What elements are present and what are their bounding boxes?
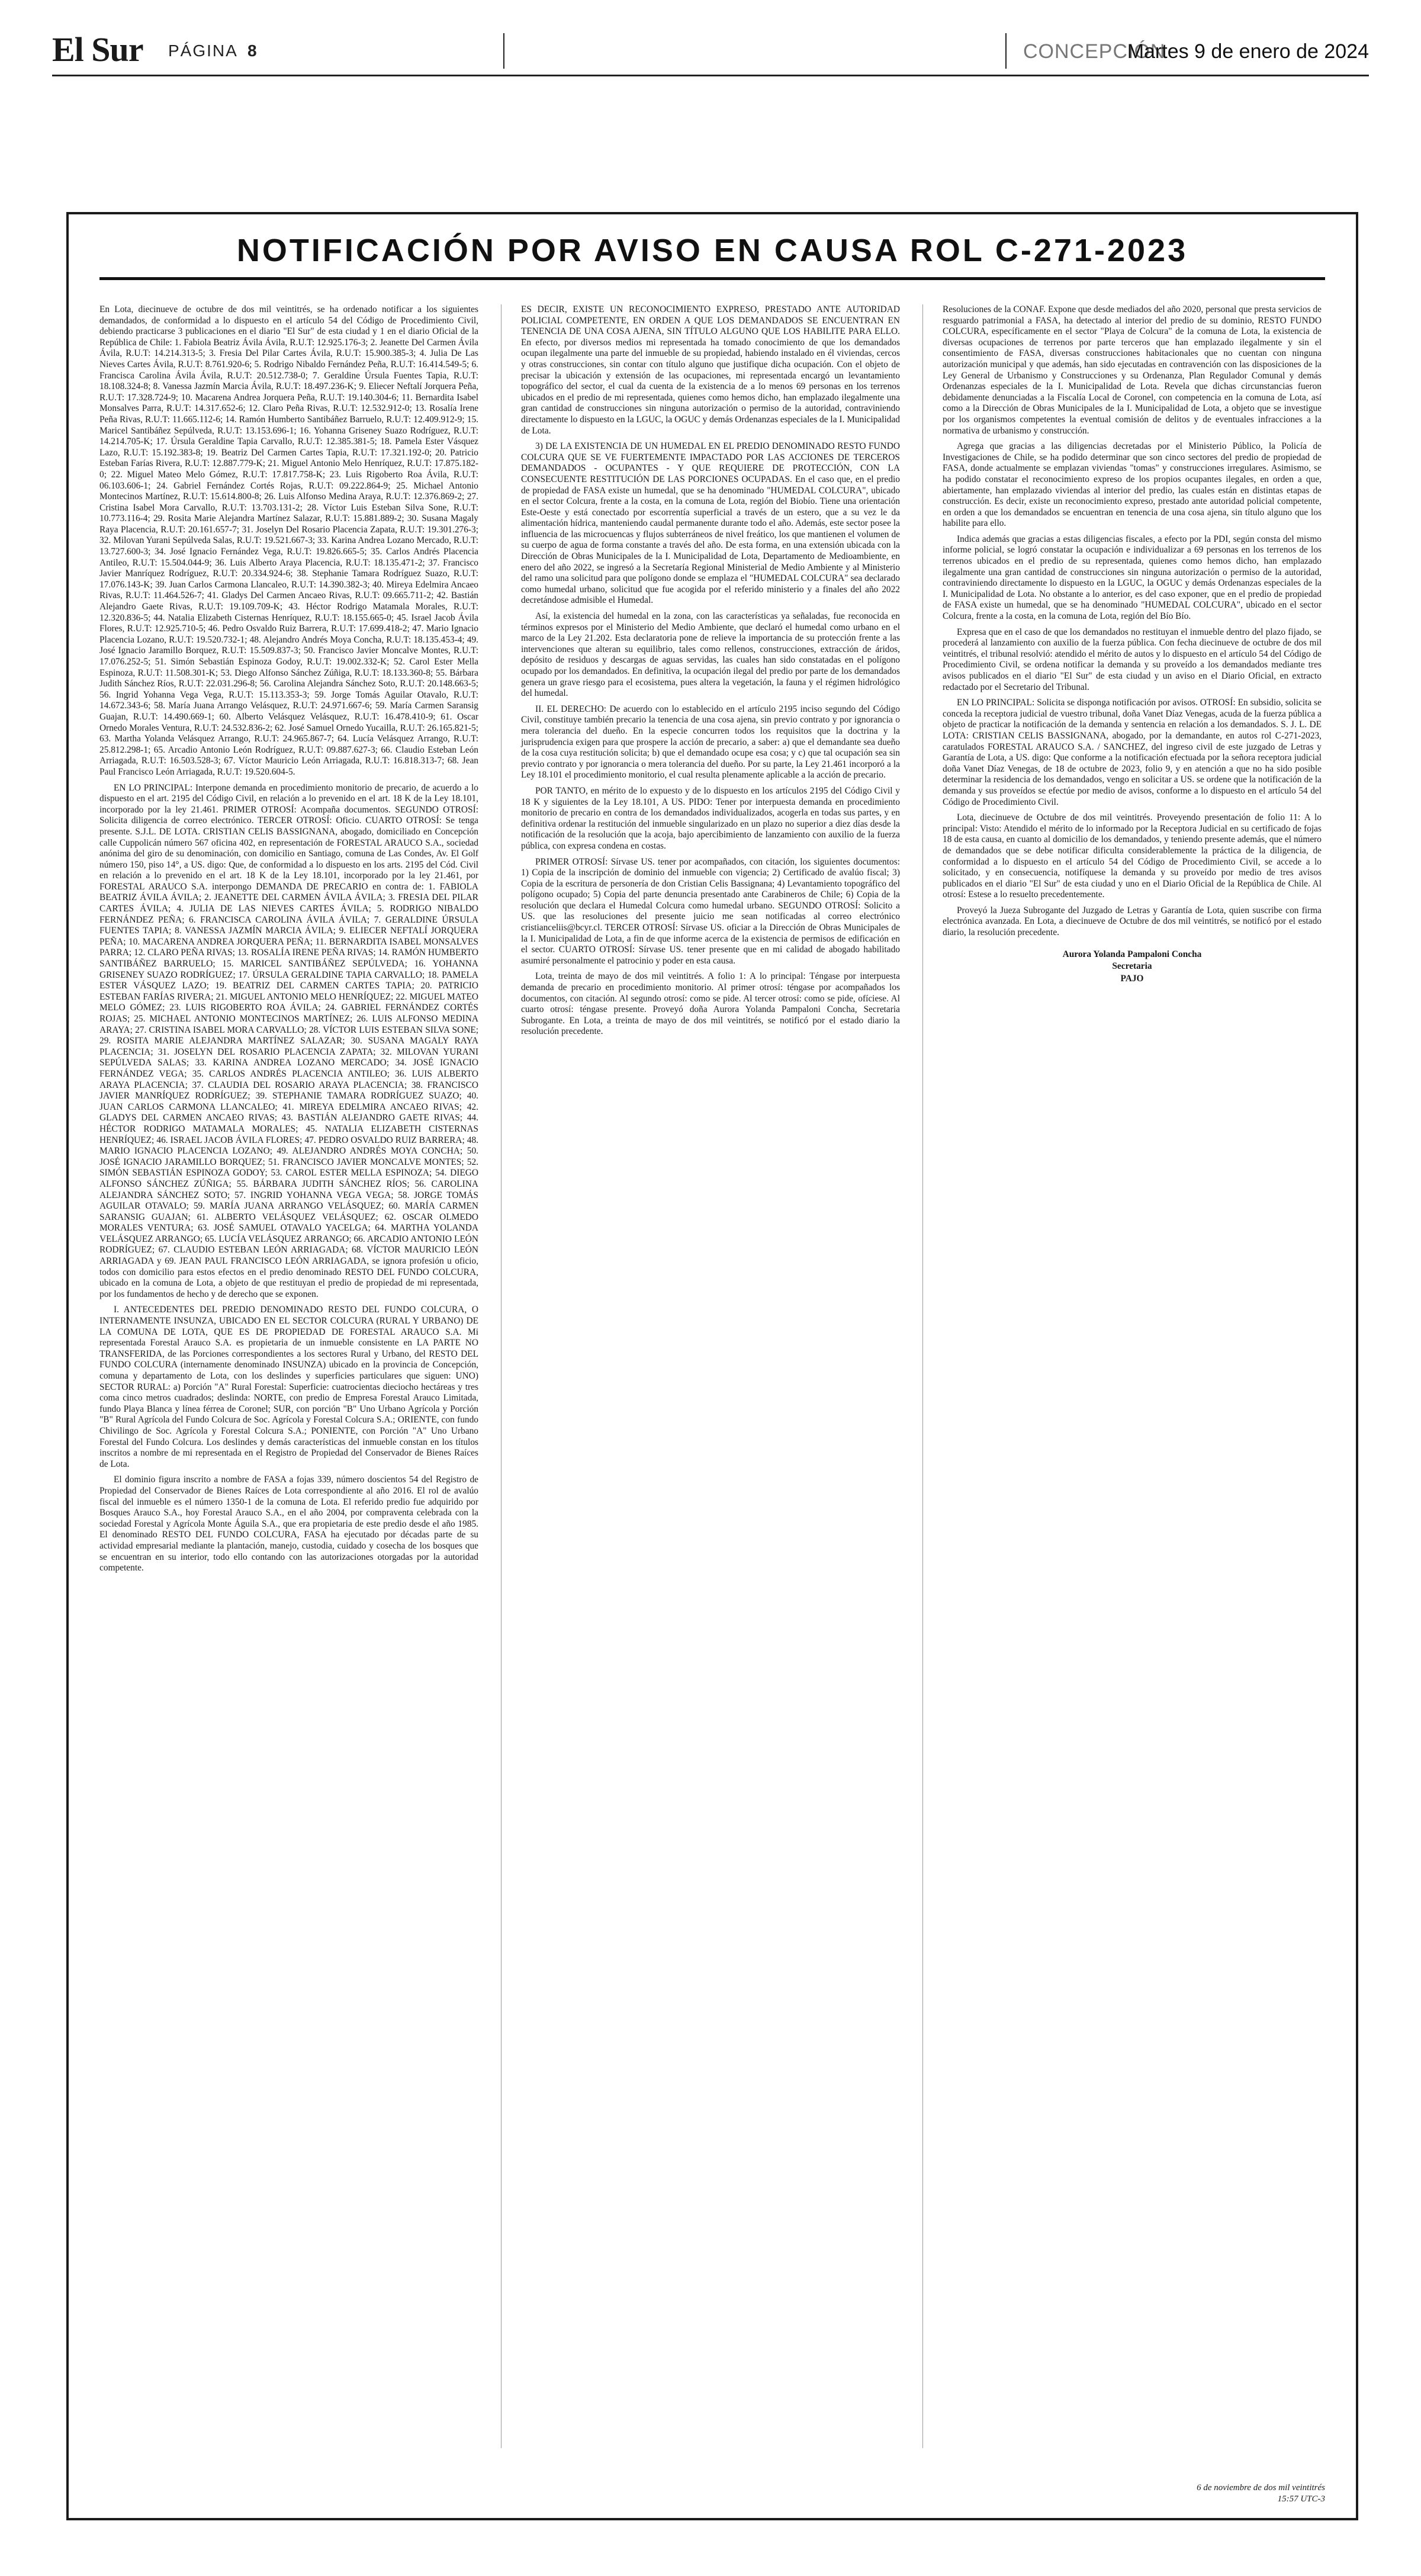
column-divider [922, 304, 923, 2448]
signatory-name: Aurora Yolanda Pampaloni Concha [1062, 949, 1202, 959]
notice-footnote [1197, 2482, 1325, 2505]
section-name: CONCEPCIÓN [1023, 40, 1166, 63]
notice-paragraph: 3) DE LA EXISTENCIA DE UN HUMEDAL EN EL PREDIO DENOMINADO RESTO FUNDO COLCURA QUE SE VE FUERTEMENTE IMPACTADO POR LAS ACCIONES DE TERCEROS DEMANDADOS - OCUPANTES - Y QUE REQUIERE DE PROTECCIÓN, CON LA CONSECUENTE RESTITUCIÓN DE LAS PORCIONES OCUPADAS. En el caso que, en el predio de propiedad de FASA existe un humedal, que se ha denominado "HUMEDAL COLCURA", ubicado en el sector Colcura, frente a la costa, en la comuna de Lota, región del Biobío. Tiene una orientación Este-Oeste y está conectado por escorrentía superficial a través de un estero, que a su vez le da alimentación hídrica, manteniendo caudal permanente durante todo el año. Además, este sector posee la influencia de las microcuencas y flujos subterráneos de nivel freático, los que mantienen el volumen de su cuerpo de agua de forma constante a través del año. De esta forma, en una extensión ubicada con la Dirección de Obras Municipales de la I. Municipalidad de Lota, Departamento de Medioambiente, en enero del año 2022, se ingresó a la Secretaría Regional Ministerial de Medio Ambiente y al Ministerio del ramo una solicitud para que polígono donde se emplaza el "HUMEDAL COLCURA" sea declarado como humedal urbano, solicitud que fue acogida por el referido ministerio y a finales del año 2022 decretándose admisible el Humedal. [521, 441, 900, 606]
notice-paragraph: POR TANTO, en mérito de lo expuesto y de lo dispuesto en los artículos 2195 del Código Civil y 18 K y siguientes de la Ley 18.101, A US. PIDO: Tener por interpuesta demanda en procedimiento monitorio de precario en contra de los demandados individualizados, acogerla en todas sus partes, y en definitiva ordenar la restitución del inmueble singularizado en un plazo no superior a diez días desde la notificación de la resolución que la acoja, bajo apercibimiento de lanzamiento con auxilio de la fuerza pública, con expresa condena en costas. [521, 785, 900, 851]
notice-paragraph: EN LO PRINCIPAL: Solicita se disponga notificación por avisos. OTROSÍ: En subsidio, solicita se conceda la receptora judicial de vuestro tribunal, doña Vanet Díaz Venegas, acuda de la fuerza pública a objeto de practicar la notificación de la demanda y sentencia en relación a los demandados. S. J. L. DE LOTA: CRISTIAN CELIS BASSIGNANA, abogado, por la demandante, en autos rol C-271-2023, caratulados FORESTAL ARAUCO S.A. / SANCHEZ, del ingreso civil de este juzgado de Letras y Garantía de Lota, a US. digo: Que conforme a la notificación efectuada por la señora receptora judicial doña Vanet Díaz Venegas, de 18 de octubre de 2023, folio 9, y en atención a que no ha sido posible determinar la residencia de los demandados, vengo en solicitar a US. se ordene que la notificación de la demanda y sus proveídos se efectúe por medio de avisos, conforme a lo dispuesto en el artículo 54 del Código de Procedimiento Civil. [943, 698, 1322, 807]
notice-paragraph: I. ANTECEDENTES DEL PREDIO DENOMINADO RESTO DEL FUNDO COLCURA, O INTERNAMENTE INSUNZA, UBICADO EN EL SECTOR COLCURA (RURAL Y URBANO) DE LA COMUNA DE LOTA, QUE ES DE PROPIEDAD DE FORESTAL ARAUCO S.A. Mi representada Forestal Arauco S.A. es propietaria de un inmueble consistente en LA PARTE NO TRANSFERIDA, de las Porciones correspondientes a los sectores Rural y Urbano, del RESTO DEL FUNDO COLCURA (internamente denominado INSUNZA) ubicado en la provincia de Concepción, comuna y departamento de Lota, con los deslindes y superficies particulares que siguen: UNO) SECTOR RURAL: a) Porción "A" Rural Forestal: Superficie: cuatrocientas dieciocho hectáreas y tres coma cinco metros cuadrados; deslinda: NORTE, con predio de Empresa Forestal Arauco Limitada, fundo Playa Blanca y línea férrea de Coronel; SUR, con porción "B" Uno Urbano Agrícola y Porción "B" Rural Agrícola del Fundo Colcura de Soc. Agrícola y Forestal Colcura S.A.; ORIENTE, con fundo Chivilingo de Soc. Agrícola y Forestal Colcura S.A.; PONIENTE, con Porción "A" Uno Urbano Forestal del Fundo Colcura. Los deslindes y demás características del inmueble constan en los títulos inscritos a nombre de mi representada en el Registro de Propiedad del Conservador de Bienes Raíces de Lota. [99, 1305, 478, 1469]
notice-paragraph: ES DECIR, EXISTE UN RECONOCIMIENTO EXPRESO, PRESTADO ANTE AUTORIDAD POLICIAL COMPETENTE, EN ORDEN A QUE LOS DEMANDADOS SE ENCUENTRAN EN TENENCIA DE UNA COSA AJENA, SIN TÍTULO ALGUNO QUE LOS HABILITE PARA ELLO. En efecto, por diversos medios mi representada ha tomado conocimiento de que los demandados ocupan ilegalmente una parte del inmueble de su propiedad, habiendo instalado en él viviendas, cercos y otras construcciones, sin contar con título alguno que justifique dicha ocupación. Con el objeto de precisar la ubicación y extensión de las ocupaciones, mi representada encargó un levantamiento topográfico del sector, el cual da cuenta de la existencia de a lo menos 69 personas en los terrenos ubicados en el predio de mi representada, quienes como hemos dicho, han emplazado ilegalmente una gran cantidad de construcciones sin ninguna autorización o permiso de la autoridad, contraviniendo directamente lo dispuesto en la LGUC, la OGUC y demás Ordenanzas especiales de la I. Municipalidad de Lota. [521, 304, 900, 436]
notice-paragraph: Agrega que gracias a las diligencias decretadas por el Ministerio Público, la Policía de Investigaciones de Chile, se ha podido determinar que son cinco sectores del predio de propiedad de FASA, donde actualmente se emplazan viviendas "tomas" y construcciones irregulares. Asimismo, se ha podido constatar el reconocimiento expreso de los propios ocupantes ilegales, en orden a que, abiertamente, han emplazado viviendas al interior del predio, las cuales están en distintas etapas de construcción. Es decir, existe un reconocimiento expreso, prestado ante autoridad policial competente, en orden a que los demandados se encuentran en tenencia de una cosa ajena, sin título alguno que los habilite para ello. [943, 441, 1322, 529]
signatory-role: Secretaria [1112, 961, 1152, 972]
notice-paragraph: Proveyó la Jueza Subrogante del Juzgado de Letras y Garantía de Lota, quien suscribe con firma electrónica avanzada. En Lota, a diecinueve de Octubre de dos mil veintitrés, se notificó por el estado diario, la resolución precedente. [943, 905, 1322, 938]
issue-date: Martes 9 de enero de 2024 [1127, 40, 1369, 63]
page-label [168, 41, 258, 60]
footnote-date: 6 de noviembre de dos mil veintitrés [1197, 2483, 1325, 2493]
notice-paragraph: En Lota, diecinueve de octubre de dos mil veintitrés, se ha ordenado notificar a los siguientes demandados, de conformidad a lo dispuesto en el artículo 54 del Código de Procedimiento Civil, debiendo practicarse 3 publicaciones en el diario "El Sur" de esta ciudad y 1 en el diario Oficial de la República de Chile: 1. Fabiola Beatriz Ávila Ávila, R.U.T: 12.925.176-3; 2. Jeanette Del Carmen Ávila Ávila, R.U.T: 14.214.313-5; 3. Fresia Del Pilar Cartes Ávila, R.U.T: 15.900.385-3; 4. Julia De Las Nieves Cartes Ávila, R.U.T: 8.761.920-6; 5. Rodrigo Nibaldo Fernández Peña, R.U.T: 16.414.549-5; 6. Francisca Carolina Ávila Ávila, R.U.T: 20.512.738-0; 7. Geraldine Úrsula Fuentes Tapia, R.U.T: 18.108.324-8; 8. Vanessa Jazmín Marcia Ávila, R.U.T: 18.497.236-K; 9. Eliecer Neftalí Jorquera Peña, R.U.T: 17.328.724-9; 10. Macarena Andrea Jorquera Peña, R.U.T: 19.140.304-6; 11. Bernardita Isabel Monsalves Parra, R.U.T: 14.317.652-6; 12. Claro Peña Rivas, R.U.T: 12.532.912-0; 13. Rosalía Irene Peña Rivas, R.U.T: 11.665.112-6; 14. Ramón Humberto Santibáñez Barruelo, R.U.T: 12.409.912-9; 15. Maricel Santibáñez Sepúlveda, R.U.T: 13.153.696-1; 16. Yohanna Griseney Suazo Rodríguez, R.U.T: 14.214.705-K; 17. Úrsula Geraldine Tapia Carvallo, R.U.T: 12.385.381-5; 18. Pamela Ester Vásquez Lazo, R.U.T: 15.192.383-8; 19. Beatriz Del Carmen Cartes Tapia, R.U.T: 17.321.192-0; 20. Patricio Esteban Farías Rivera, R.U.T: 12.887.779-K; 21. Miguel Antonio Melo Henríquez, R.U.T: 17.875.182-0; 22. Miguel Mateo Melo Gómez, R.U.T: 17.817.758-K; 23. Luis Rigoberto Roa Ávila, R.U.T: 06.103.606-1; 24. Gabriel Fernández Cortés Rojas, R.U.T: 09.222.864-9; 25. Michael Antonio Montecinos Martínez, R.U.T: 15.614.800-8; 26. Luis Alfonso Medina Araya, R.U.T: 12.376.869-2; 27. Cristina Isabel Mora Carvallo, R.U.T: 13.703.131-2; 28. Víctor Luis Esteban Silva Sone, R.U.T: 10.773.116-4; 29. Rosita Marie Alejandra Martínez Salazar, R.U.T: 15.881.889-2; 30. Susana Magaly Raya Placencia, R.U.T: 20.161.657-7; 31. Joselyn Del Rosario Placencia Zapata, R.U.T: 19.301.276-3; 32. Milovan Yurani Sepúlveda Salas, R.U.T: 19.521.667-3; 33. Karina Andrea Lozano Mercado, R.U.T: 13.727.600-3; 34. José Ignacio Fernández Vega, R.U.T: 19.826.665-5; 35. Carlos Andrés Placencia Antileo, R.U.T: 15.504.044-9; 36. Luis Alberto Araya Placencia, R.U.T: 18.135.471-2; 37. Francisco Javier Manríquez Rodríguez, R.U.T: 20.334.924-6; 38. Stephanie Tamara Rodríguez Suazo, R.U.T: 17.076.143-K; 39. Juan Carlos Carmona Llancaleo, R.U.T: 14.390.382-3; 40. Mireya Edelmira Ancaeo Rivas, R.U.T: 11.464.526-7; 41. Gladys Del Carmen Ancaeo Rivas, R.U.T: 09.665.711-2; 42. Bastián Alejandro Gaete Rivas, R.U.T: 19.109.709-K; 43. Héctor Rodrigo Matamala Morales, R.U.T: 12.320.836-5; 44. Natalia Elizabeth Cisternas Henríquez, R.U.T: 18.155.665-0; 45. Israel Jacob Ávila Flores, R.U.T: 12.925.710-5; 46. Pedro Osvaldo Ruiz Barrera, R.U.T: 17.699.418-2; 47. Mario Ignacio Placencia Lozano, R.U.T: 19.520.732-1; 48. Alejandro Andrés Moya Concha, R.U.T: 18.135.453-4; 49. José Ignacio Jaramillo Borquez, R.U.T: 15.509.837-3; 50. Francisco Javier Moncalve Montes, R.U.T: 17.076.252-5; 51. Simón Sebastián Espinoza Godoy, R.U.T: 19.002.332-K; 52. Carol Ester Mella Espinoza, R.U.T: 11.508.301-K; 53. Diego Alfonso Sánchez Zúñiga, R.U.T: 18.133.360-8; 55. Bárbara Judith Sánchez Ríos, R.U.T: 22.031.296-8; 56. Carolina Alejandra Sánchez Soto, R.U.T: 20.148.663-5; 56. Ingrid Yohanna Vega Vega, R.U.T: 15.113.353-3; 59. Jorge Tomás Aguilar Otavalo, R.U.T: 14.672.343-6; 58. María Juana Arrango Velásquez, R.U.T: 24.971.667-6; 59. María Carmen Saransig Guajan, R.U.T: 14.490.669-1; 60. Alberto Velásquez Velásquez, R.U.T: 16.478.410-9; 61. Oscar Ornedo Morales Ventura, R.U.T: 24.532.836-2; 62. José Samuel Ornedo Yucailla, R.U.T: 26.165.821-5; 63. Martha Yolanda Velásquez Arrango, R.U.T: 24.965.867-7; 64. Lucía Velásquez Arrango, R.U.T: 25.812.298-1; 65. Arcadio Antonio León Rodríguez, R.U.T: 09.887.627-3; 66. Claudio Esteban León Arriagada, R.U.T: 16.503.528-3; 67. Víctor Mauricio León Arriagada, R.U.T: 16.818.313-7; 68. Jean Paul Francisco León Arriagada, R.U.T: 19.520.604-5. [99, 304, 478, 777]
notice-title: NOTIFICACIÓN POR AVISO EN CAUSA ROL C-271-2023 [236, 233, 1188, 268]
notice-title-rule [99, 277, 1325, 280]
notice-paragraph: Resoluciones de la CONAF. Expone que desde mediados del año 2020, personal que presta servicios de resguardo patrimonial a FASA, ha detectado al interior del predio de su dominio, RESTO FUNDO COLCURA, específicamente en el sector "Playa de Colcura" de la comuna de Lota, la existencia de diversas ocupaciones de terrenos por parte terceros que han emplazado ilegalmente y sin el consentimiento de FASA, diversas construcciones habitacionales que no cuentan con ninguna autorización municipal y que además, han sido ejecutadas en contravención con las disposiciones de la Ley General de Urbanismo y Construcciones y su Ordenanza, Plan Regulador Comunal y demás Ordenanzas especiales de la I. Municipalidad de Lota. Revela que dichas circunstancias fueron debidamente denunciadas a la Fiscalía Local de Coronel, con competencia en la comuna de Lota, así como a la Dirección de Obras Municipales de la I. Municipalidad de Lota, a objeto que se investigue por los organismos competentes la eventual comisión de delitos y de eventuales infracciones a la normativa de urbanismo y construcción. [943, 304, 1322, 436]
notice-paragraph: Expresa que en el caso de que los demandados no restituyan el inmueble dentro del plazo fijado, se procederá al lanzamiento con auxilio de la fuerza pública. Con fecha diecinueve de octubre de dos mil veintitrés, el tribunal resolvió: atendido el mérito de autos y lo dispuesto en el artículo 54 del Código de Procedimiento Civil, se ordena notificar la demanda y su proveído a los demandados mediante tres avisos publicados en el diario "El Sur" de esta ciudad y un aviso en el Diario Oficial, en extracto redactado por el Secretario del Tribunal. [943, 627, 1322, 692]
header-rule [52, 75, 1369, 76]
page-number: 8 [247, 41, 258, 60]
notice-paragraph: Indica además que gracias a estas diligencias fiscales, a efecto por la PDI, según consta del mismo informe policial, se logró constatar la ocupación e individualizar a 69 personas en los terrenos de los terrenos ubicados en el predio de su representada, quienes como hemos dicho, han emplazado ilegalmente una gran cantidad de construcciones sin ninguna autorización o permiso de la autoridad, contraviniendo directamente lo dispuesto en la LGUC, la OGUC y demás Ordenanzas especiales de la I. Municipalidad de Lota. No obstante a lo anterior, es del caso exponer, que en el predio de propiedad de FASA existe un humedal, que se ha denominado "HUMEDAL COLCURA", ubicado en el sector Colcura, frente a la costa, en la comuna de Lota, región del Bío Bío. [943, 534, 1322, 622]
notice-paragraph: II. EL DERECHO: De acuerdo con lo establecido en el artículo 2195 inciso segundo del Código Civil, constituye también precario la tenencia de una cosa ajena, sin previo contrato y por ignorancia o mera tolerancia del dueño. En la especie concurren todos los requisitos que la doctrina y la jurisprudencia exigen para que prospere la acción de precario, a saber: a) que el demandante sea dueño de la cosa cuya restitución solicita; b) que el demandado ocupe esa cosa; y c) que tal ocupación sea sin previo contrato y por ignorancia o mera tolerancia del dueño. Por su parte, la Ley 21.461 incorporó a la Ley 18.101 el procedimiento monitorio, el cual resulta plenamente aplicable a la acción de precario. [521, 704, 900, 780]
masthead [52, 31, 1369, 69]
notice-column-3 [943, 304, 1322, 2507]
notice-column-1 [99, 304, 478, 2507]
notice-paragraph: Lota, treinta de mayo de dos mil veintitrés. A folio 1: A lo principal: Téngase por interpuesta demanda de precario en procedimiento monitorio. Al primer otrosí: téngase por acompañados los documentos, con citación. Al segundo otrosí: como se pide. Al tercer otrosí: como se pide, ofíciese. Al cuarto otrosí: téngase presente. Proveyó doña Aurora Yolanda Pampaloni Concha, Secretaria Subrogante. En Lota, a treinta de mayo de dos mil veintitrés, se notificó por el estado diario la resolución precedente. [521, 971, 900, 1037]
page-label-text: PÁGINA [168, 41, 237, 60]
notice-paragraph: Así, la existencia del humedal en la zona, con las características ya señaladas, fue reconocida en términos expresos por el Ministerio del Medio Ambiente, que declaró el humedal como urbano en el marco de la Ley 21.202. Esta declaratoria pone de relieve la importancia de su protección frente a las intervenciones que alteran su equilibrio, tales como rellenos, construcciones, extracción de áridos, depósito de residuos y descargas de aguas servidas, las cuales han sido constatadas en el polígono ocupado por los demandados. En definitiva, la ocupación ilegal del predio por parte de los demandados genera un grave riesgo para el ecosistema, pues altera la vegetación, la fauna y el régimen hidrológico del humedal. [521, 611, 900, 699]
header-divider-right [1005, 33, 1007, 69]
notice-paragraph: El dominio figura inscrito a nombre de FASA a fojas 339, número doscientos 54 del Registro de Propiedad del Conservador de Bienes Raíces de Lota correspondiente al año 2016. El rol de avalúo fiscal del inmueble es el número 1350-1 de la comuna de Lota. El referido predio fue adquirido por Bosques Arauco S.A., hoy Forestal Arauco S.A., en el año 2004, por compraventa celebrada con la sociedad Forestal y Agrícola Monte Águila S.A., que era propietaria de este predio desde el año 1985. El denominado RESTO DEL FUNDO COLCURA, FASA ha ejecutado por décadas parte de su actividad empresarial mediante la plantación, manejo, custodia, cuidado y cosecha de los bosques que se encuentran en su interior, todo ello contando con las autorizaciones otorgadas por la autoridad competente. [99, 1475, 478, 1573]
legal-notice-box [66, 212, 1358, 2520]
header-divider-left [503, 33, 504, 69]
notice-paragraph: Lota, diecinueve de Octubre de dos mil veintitrés. Proveyendo presentación de folio 11: A lo principal: Visto: Atendido el mérito de lo informado por la Receptora Judicial en su certificado de fojas 18 de esta causa, en cuanto al domicilio de los demandados, y teniendo presente además, que el número de demandados que se debe notificar dificulta considerablemente la práctica de la diligencia, de conformidad a lo dispuesto en el artículo 54 del Código de Procedimiento Civil, se accede a lo solicitado, y en consecuencia, notifíquese la demanda y su proveído por medio de tres avisos publicados en el diario "El Sur" de esta ciudad y uno en el Diario Oficial de la República de Chile. Al otrosí: Estese a lo resuelto precedentemente. [943, 812, 1322, 900]
newspaper-brand: El Sur [52, 30, 143, 69]
notice-paragraph: PRIMER OTROSÍ: Sírvase US. tener por acompañados, con citación, los siguientes documentos: 1) Copia de la inscripción de dominio del inmueble con vigencia; 2) Certificado de avalúo fiscal; 3) Copia de la escritura de personería de don Cristian Celis Bassignana; 4) Levantamiento topográfico del polígono ocupado; 5) Copia del parte denuncia presentado ante Carabineros de Chile; 6) Copia de la resolución que declara el Humedal Colcura como humedal urbano. SEGUNDO OTROSÍ: Solicito a US. que las resoluciones del presente juicio me sean notificadas al correo electrónico cristianceliis@bcyr.cl. TERCER OTROSÍ: Sírvase US. oficiar a la Dirección de Obras Municipales de la I. Municipalidad de Lota, a fin de que informe acerca de la existencia de permisos de edificación en el sector. CUARTO OTROSÍ: Sírvase US. tener presente que en mi calidad de abogado habilitado asumiré personalmente el patrocinio y poder en esta causa. [521, 856, 900, 966]
signature-block [943, 949, 1322, 985]
signatory-tag: PAJO [1120, 973, 1144, 984]
notice-paragraph: EN LO PRINCIPAL: Interpone demanda en procedimiento monitorio de precario, de acuerdo a lo dispuesto en el art. 2195 del Código Civil, en relación a lo prevenido en el art. 18 K de la Ley 18.101, incorporado por la ley 21.461. PRIMER OTROSÍ: Acompaña documentos. SEGUNDO OTROSÍ: Solicita diligencia de correo electrónico. TERCER OTROSÍ: Oficio. CUARTO OTROSÍ: Se tenga presente. S.J.L. DE LOTA. CRISTIAN CELIS BASSIGNANA, abogado, domiciliado en Concepción calle Cuppolicán número 567 oficina 402, en representación de FORESTAL ARAUCO S.A., sociedad anónima del giro de su denominación, con domicilio en Santiago, comuna de Las Condes, Av. El Golf número 150, piso 14°, a US. digo: Que, de conformidad a lo dispuesto en los arts. 2195 del Cód. Civil en relación a lo prevenido en el art. 18 K de la Ley 18.101, incorporado por la ley 21.461, por FORESTAL ARAUCO S.A. interpongo DEMANDA DE PRECARIO en contra de: 1. FABIOLA BEATRIZ ÁVILA ÁVILA; 2. JEANETTE DEL CARMEN ÁVILA ÁVILA; 3. FRESIA DEL PILAR CARTES ÁVILA; 4. JULIA DE LAS NIEVES CARTES ÁVILA; 5. RODRIGO NIBALDO FERNÁNDEZ PEÑA; 6. FRANCISCA CAROLINA ÁVILA ÁVILA; 7. GERALDINE ÚRSULA FUENTES TAPIA; 8. VANESSA JAZMÍN MARCIA ÁVILA; 9. ELIECER NEFTALÍ JORQUERA PEÑA; 10. MACARENA ANDREA JORQUERA PEÑA; 11. BERNARDITA ISABEL MONSALVES PARRA; 12. CLARO PEÑA RIVAS; 13. ROSALÍA IRENE PEÑA RIVAS; 14. RAMÓN HUMBERTO SANTIBÁÑEZ BARRUELO; 15. MARICEL SANTIBÁÑEZ SEPÚLVEDA; 16. YOHANNA GRISENEY SUAZO RODRÍGUEZ; 17. ÚRSULA GERALDINE TAPIA CARVALLO; 18. PAMELA ESTER VÁSQUEZ LAZO; 19. BEATRIZ DEL CARMEN CARTES TAPIA; 20. PATRICIO ESTEBAN FARÍAS RIVERA; 21. MIGUEL ANTONIO MELO HENRÍQUEZ; 22. MIGUEL MATEO MELO GÓMEZ; 23. LUIS RIGOBERTO ROA ÁVILA; 24. GABRIEL FERNÁNDEZ CORTÉS ROJAS; 25. MICHAEL ANTONIO MONTECINOS MARTÍNEZ; 26. LUIS ALFONSO MEDINA ARAYA; 27. CRISTINA ISABEL MORA CARVALLO; 28. VÍCTOR LUIS ESTEBAN SILVA SONE; 29. ROSITA MARIE ALEJANDRA MARTÍNEZ SALAZAR; 30. SUSANA MAGALY RAYA PLACENCIA; 31. JOSELYN DEL ROSARIO PLACENCIA ZAPATA; 32. MILOVAN YURANI SEPÚLVEDA SALAS; 33. KARINA ANDREA LOZANO MERCADO; 34. JOSÉ IGNACIO FERNÁNDEZ VEGA; 35. CARLOS ANDRÉS PLACENCIA ANTILEO; 36. LUIS ALBERTO ARAYA PLACENCIA; 37. CLAUDIA DEL ROSARIO ARAYA PLACENCIA; 38. FRANCISCO JAVIER MANRÍQUEZ RODRÍGUEZ; 39. STEPHANIE TAMARA RODRÍGUEZ SUAZO; 40. JUAN CARLOS CARMONA LLANCALEO; 41. MIREYA EDELMIRA ANCAEO RIVAS; 42. GLADYS DEL CARMEN ANCAEO RIVAS; 43. BASTIÁN ALEJANDRO GAETE RIVAS; 44. HÉCTOR RODRIGO MATAMALA MORALES; 45. NATALIA ELIZABETH CISTERNAS HENRÍQUEZ; 46. ISRAEL JACOB ÁVILA FLORES; 47. PEDRO OSVALDO RUIZ BARRERA; 48. MARIO IGNACIO PLACENCIA LOZANO; 49. ALEJANDRO ANDRÉS MOYA CONCHA; 50. JOSÉ IGNACIO JARAMILLO BORQUEZ; 51. FRANCISCO JAVIER MONCALVE MONTES; 52. SIMÓN SEBASTIÁN ESPINOZA GODOY; 53. CAROL ESTER MELLA ESPINOZA; 54. DIEGO ALFONSO SÁNCHEZ ZÚÑIGA; 55. BÁRBARA JUDITH SÁNCHEZ RÍOS; 56. CAROLINA ALEJANDRA SÁNCHEZ SOTO; 57. INGRID YOHANNA VEGA VEGA; 58. JORGE TOMÁS AGUILAR OTAVALO; 59. MARÍA JUANA ARRANGO VELÁSQUEZ; 60. MARÍA CARMEN SARANSIG GUAJAN; 61. ALBERTO VELÁSQUEZ VELÁSQUEZ; 62. OSCAR OLMEDO MORALES VENTURA; 63. JOSÉ SAMUEL OTAVALO YACELGA; 64. MARTHA YOLANDA VELÁSQUEZ ARRANGO; 65. LUCÍA VELÁSQUEZ ARRANGO; 66. ARCADIO ANTONIO LEÓN RODRÍGUEZ; 67. CLAUDIO ESTEBAN LEÓN ARRIAGADA; 68. VÍCTOR MAURICIO LEÓN ARRIAGADA y 69. JEAN PAUL FRANCISCO LEÓN ARRIAGADA, se ignora profesión u oficio, todos con domicilio para estos efectos en el predio denominado RESTO DEL FUNDO COLCURA, ubicado en la comuna de Lota, a objeto de que restituyan el predio de propiedad de mi representada, por los fundamentos de hecho y de derecho que se exponen. [99, 782, 478, 1299]
notice-column-2 [521, 304, 900, 2507]
footnote-code: 15:57 UTC-3 [1277, 2494, 1325, 2504]
